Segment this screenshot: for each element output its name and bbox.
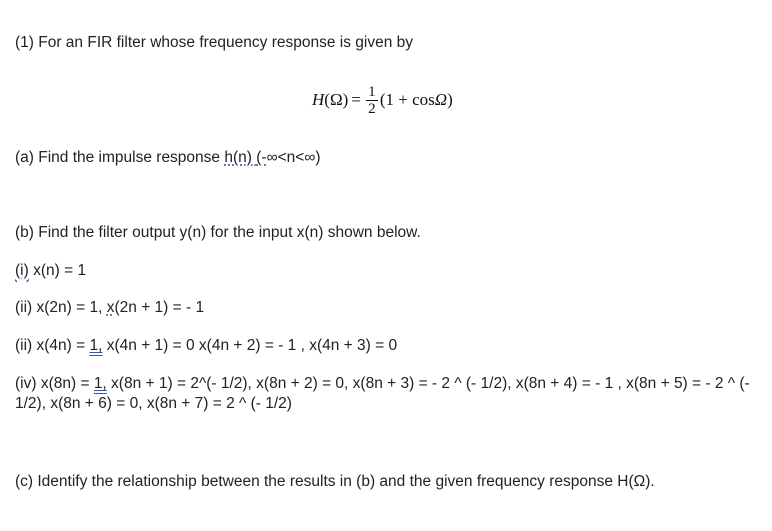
part-b-iii-one: 1, xyxy=(89,337,103,354)
part-b-iii-rest: x(4n + 1) = 0 x(4n + 2) = - 1 , x(4n + 3) = 0 xyxy=(102,337,398,354)
fraction-denominator: 2 xyxy=(368,100,376,117)
formula-fraction xyxy=(366,84,378,117)
formula-argument: (Ω) xyxy=(324,90,349,109)
part-b-iv-pre: (iv) x(8n) = xyxy=(15,375,94,392)
frequency-response-formula xyxy=(312,72,453,128)
part-b-ii-pre: (ii) x(2n) = 1, xyxy=(15,299,107,316)
part-b-i xyxy=(15,261,86,281)
part-b: (b) Find the filter output y(n) for the input x(n) shown below. xyxy=(15,224,421,241)
part-c: (c) Identify the relationship between the results in (b) and the given frequency response H(Ω). xyxy=(15,473,655,490)
formula-function: H xyxy=(312,90,325,109)
formula-rhs-pre: (1 + cos xyxy=(379,90,435,109)
part-b-ii xyxy=(15,298,204,318)
part-a-range-open: (- xyxy=(256,149,267,166)
part-b-iii-pre: (ii) x(4n) = xyxy=(15,337,90,354)
part-b-i-label: (i) xyxy=(15,262,29,279)
formula-rhs-var: Ω xyxy=(434,90,448,109)
part-b-iii xyxy=(15,336,397,356)
part-b-iv xyxy=(15,374,767,414)
part-a-range-rest: ∞<n<∞) xyxy=(266,149,321,166)
part-b-i-rest: x(n) = 1 xyxy=(28,262,87,279)
problem-intro: (1) For an FIR filter whose frequency response is given by xyxy=(15,34,414,51)
part-b-ii-x: x xyxy=(106,299,115,316)
part-b-iv-rest: x(8n + 1) = 2^(- 1/2), x(8n + 2) = 0, x(8n + 3) = - 2 ^ (- 1/2), x(8n + 4) = - 1 , x(8n + 5) = - 2 ^ (- 1/2), x(8n + 6) = 0, x(8n + 7) = 2 ^ (- 1/2) xyxy=(15,375,750,412)
part-a xyxy=(15,148,321,168)
formula-rhs-post: ) xyxy=(447,90,453,109)
part-b-iv-one: 1, xyxy=(93,375,107,392)
part-a-hn: h(n) xyxy=(224,149,252,166)
part-a-prefix: (a) Find the impulse response xyxy=(15,149,225,166)
fraction-numerator: 1 xyxy=(368,83,376,100)
formula-equals: = xyxy=(351,90,361,109)
part-b-ii-rest: (2n + 1) = - 1 xyxy=(114,299,205,316)
